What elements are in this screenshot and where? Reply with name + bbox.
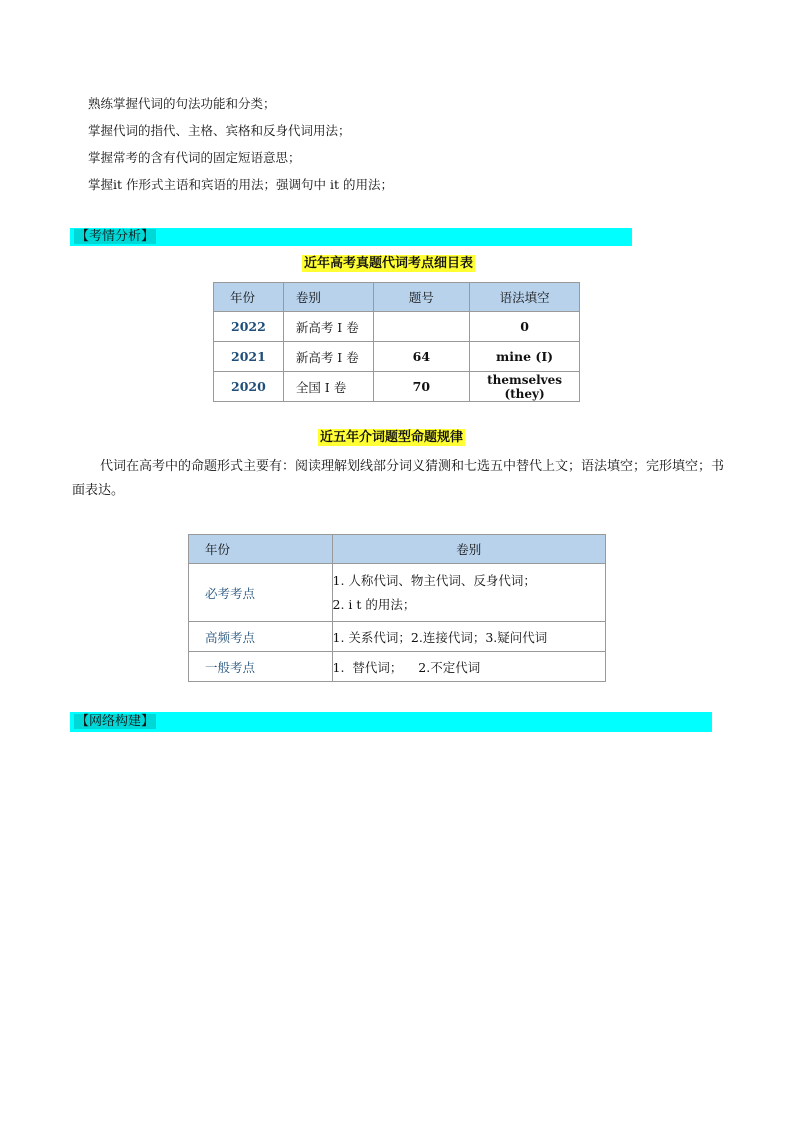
content-line: 1. 替代词； 2.不定代词: [332, 659, 481, 675]
content-cell: [332, 622, 605, 652]
objective-4: 掌握it 作形式主语和宾语的用法；强调句中 it 的用法；: [88, 177, 393, 192]
table-row: [189, 622, 606, 652]
category-cell: 一般考点: [189, 652, 333, 682]
objective-1: 熟练掌握代词的句法功能和分类；: [88, 96, 276, 111]
row-answer: themselves (they): [470, 372, 580, 402]
category-cell: 高频考点: [189, 622, 333, 652]
table-row: [214, 312, 580, 342]
content-line: 1. 关系代词；2.连接代词；3.疑问代词: [332, 629, 548, 645]
table-row: [214, 342, 580, 372]
content-line: 1. 人称代词、物主代词、反身代词；: [332, 572, 536, 588]
test-points-table: [188, 534, 606, 682]
category-cell: 必考考点: [189, 564, 333, 622]
header-paper: 卷别: [283, 283, 373, 312]
row-question-number: 64: [373, 342, 470, 372]
row-paper: 全国 I 卷: [283, 372, 373, 402]
row-paper: 新高考 I 卷: [283, 312, 373, 342]
table-row: [214, 372, 580, 402]
table-row: [189, 652, 606, 682]
table-row: [189, 564, 606, 622]
section-bar-network: [70, 712, 712, 732]
table1-header-row: [214, 283, 580, 312]
exam-points-table: [213, 282, 580, 402]
content-line: 2. i t 的用法；: [332, 596, 416, 612]
content-cell: [332, 652, 605, 682]
row-year: 2022: [214, 312, 284, 342]
table2-header-row: [189, 535, 606, 564]
row-answer: mine (I): [470, 342, 580, 372]
objective-2: 掌握代词的指代、主格、宾格和反身代词用法；: [88, 123, 351, 138]
section-label-analysis: 【考情分析】: [76, 229, 155, 244]
header-grammar-fill: 语法填空: [470, 283, 580, 312]
content-cell: [332, 564, 605, 622]
header-year: 年份: [189, 535, 333, 564]
section-bar-analysis: [70, 228, 632, 246]
row-year: 2020: [214, 372, 284, 402]
row-answer: 0: [470, 312, 580, 342]
header-paper: 卷别: [332, 535, 605, 564]
row-question-number: [373, 312, 470, 342]
row-question-number: 70: [373, 372, 470, 402]
section-label-network: 【网络构建】: [76, 714, 155, 729]
header-question-number: 题号: [373, 283, 470, 312]
row-paper: 新高考 I 卷: [283, 342, 373, 372]
rule-paragraph: 代词在高考中的命题形式主要有：阅读理解划线部分词义猜测和七选五中替代上文；语法填空；完形填空；书面表达。: [72, 459, 725, 498]
table1-title: 近年高考真题代词考点细目表: [304, 256, 474, 271]
row-year: 2021: [214, 342, 284, 372]
rule-title: 近五年介词题型命题规律: [320, 430, 464, 445]
objective-3: 掌握常考的含有代词的固定短语意思；: [88, 150, 301, 165]
header-year: 年份: [214, 283, 284, 312]
